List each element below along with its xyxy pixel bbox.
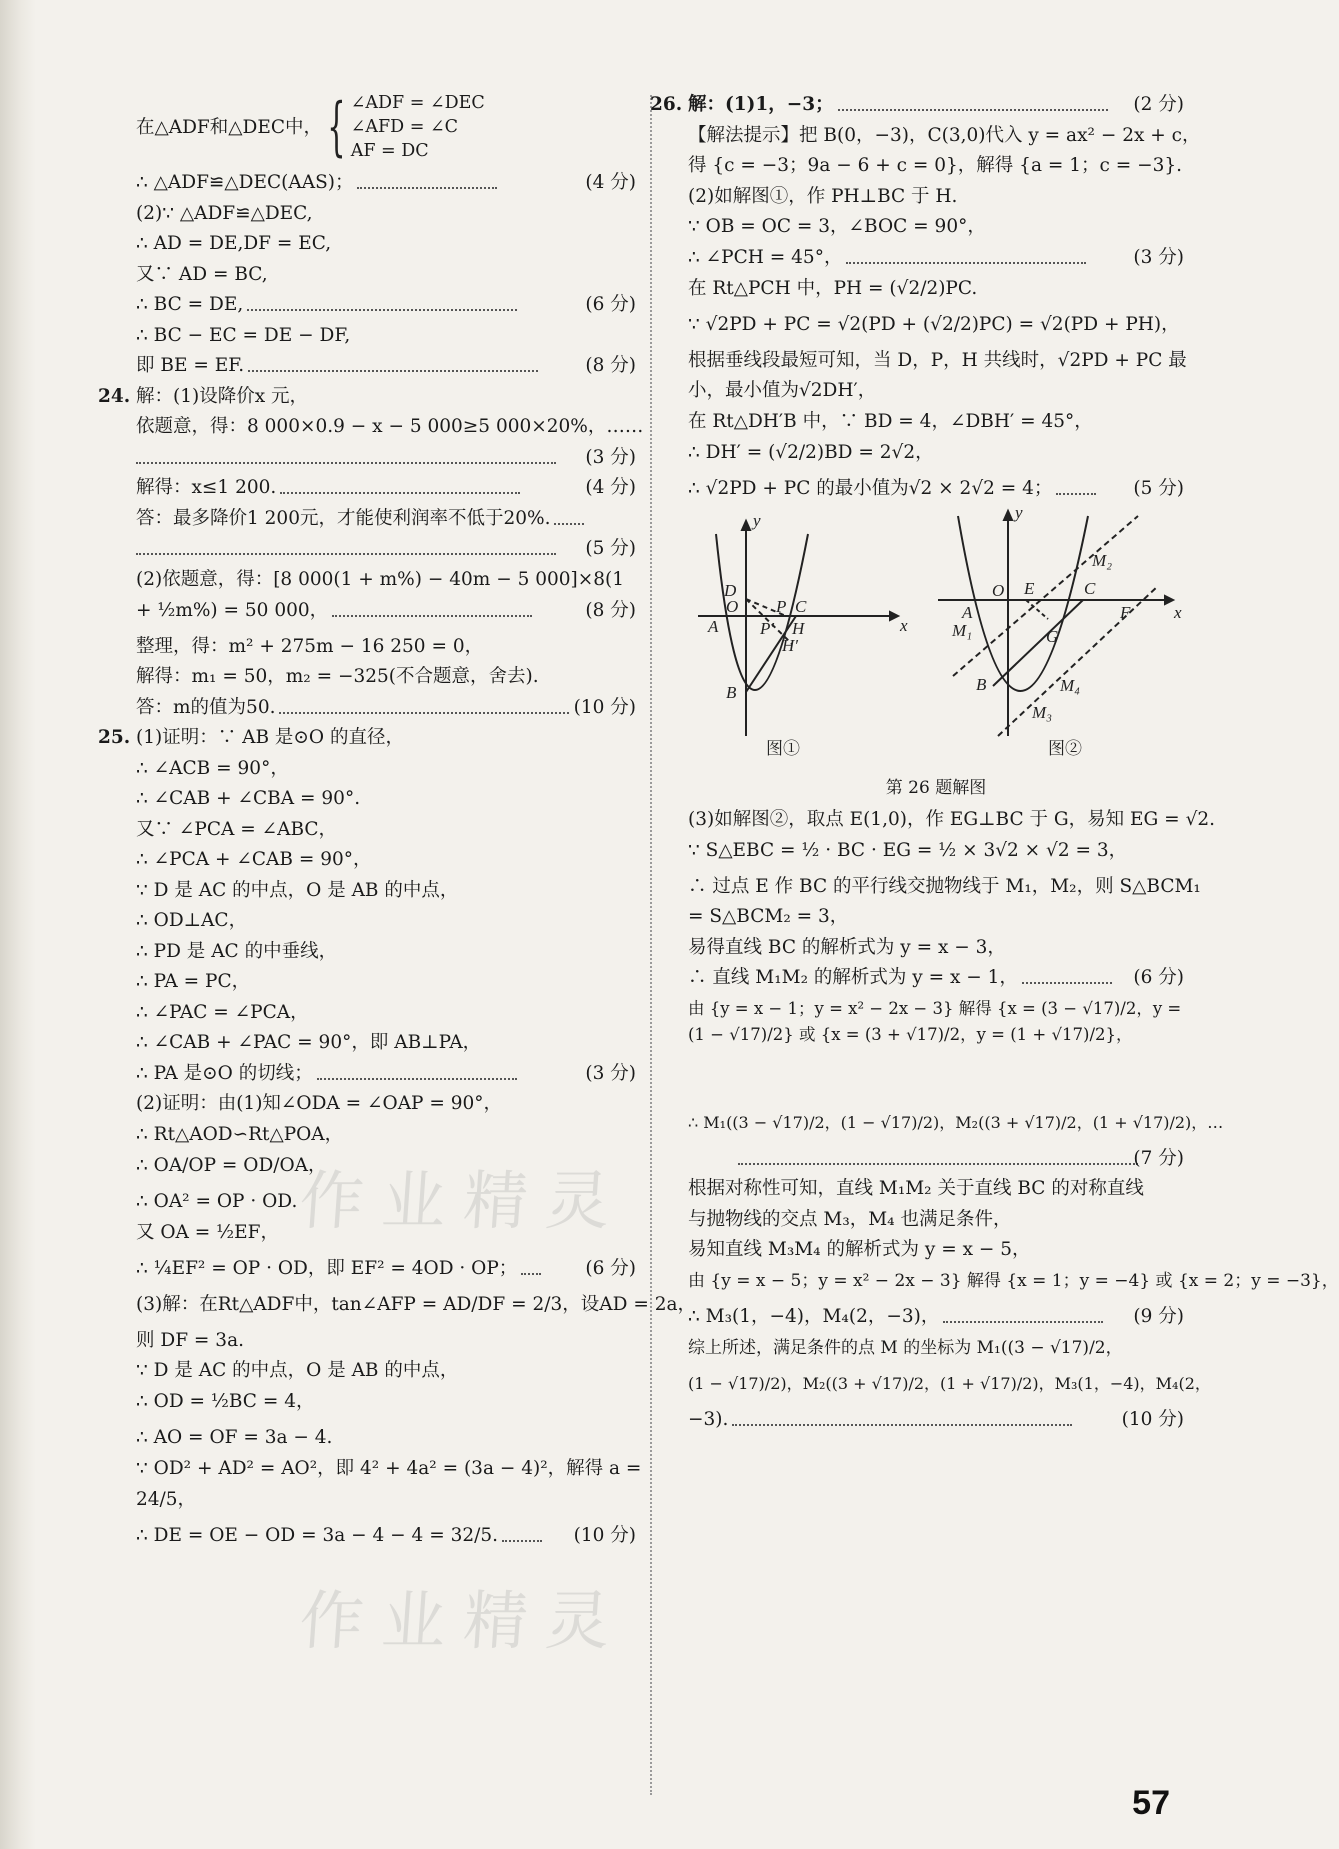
parabola-figures: [688, 503, 1184, 768]
solution-line: ∴ BC − EC = DE − DF,: [136, 324, 351, 346]
parabola: [958, 516, 1088, 691]
label-a: A: [962, 603, 973, 622]
solution-line: 根据垂线段最短可知，当 D，P，H 共线时，√2PD + PC 最: [688, 349, 1187, 371]
label-m3: M₃: [1032, 703, 1053, 722]
solution-line: 又∵ ∠PCA = ∠ABC，: [136, 818, 338, 840]
solution-line: ∴ DH′ = (√2/2)BD = 2√2，: [688, 441, 934, 463]
solution-line: ∴ ∠CAB + ∠PAC = 90°，即 AB⊥PA，: [136, 1032, 482, 1053]
label-h-prime: H′: [782, 636, 798, 655]
solution-line: ∴ ¼EF² = OP · OD，即 EF² = 4OD · OP； (6 分): [136, 1256, 636, 1282]
figure-1-caption: 图①: [766, 739, 800, 759]
solution-line: ∴ ∠ACB = 90°，: [136, 757, 289, 779]
label-x: x: [1174, 603, 1182, 622]
solution-line: ∴ M₃(1，−4)，M₄(2，−3)， (9 分): [688, 1306, 1184, 1327]
solution-line: ∵ D 是 AC 的中点，O 是 AB 的中点，: [136, 1360, 459, 1381]
solution-line: ∴ PA 是⊙O 的切线； (3 分): [136, 1062, 636, 1084]
solution-line: ∴ DE = OE − OD = 3a − 4 − 4 = 32/5. (10 分): [136, 1523, 636, 1549]
score-label: (5 分): [1133, 477, 1184, 499]
label-x: x: [900, 616, 908, 635]
solution-line: ∴ OD⊥AC，: [136, 910, 248, 931]
watermark: 作业精灵: [296, 1585, 631, 1659]
solution-line: [136, 445, 636, 470]
solution-line: ∴ ∠CAB + ∠CBA = 90°.: [136, 788, 361, 809]
solution-line: 又∵ AD = BC,: [136, 263, 268, 285]
line-m3m4: [998, 586, 1158, 736]
label-c: C: [1084, 579, 1096, 598]
watermark: 作业精灵: [296, 1165, 631, 1239]
solution-line: (2)依题意，得：[8 000(1 + m%) − 40m − 5 000]×8(1: [136, 568, 625, 590]
label-e: E: [1024, 579, 1035, 598]
column-divider: [650, 95, 652, 1795]
score-label: (10 分): [1121, 1409, 1184, 1430]
score-label: (6 分): [585, 294, 636, 315]
solution-line: 则 DF = 3a.: [136, 1329, 244, 1351]
solution-line: [688, 1146, 1184, 1171]
question-number: 24.: [98, 385, 131, 407]
solution-line: 由 {y = x − 5；y = x² − 2x − 3} 解得 {x = 1；y = −4} 或 {x = 2；y = −3}，: [688, 1271, 1339, 1291]
solution-line: ∴ AD = DE,DF = EC,: [136, 233, 332, 254]
solution-line: 与抛物线的交点 M₃，M₄ 也满足条件，: [688, 1208, 1012, 1230]
score-label: (3 分): [1133, 246, 1184, 268]
label-o: O: [992, 581, 1005, 600]
solution-line: 在 Rt△DH′B 中，∵ BD = 4，∠DBH′ = 45°，: [688, 410, 1093, 432]
solution-line: 得 {c = −3；9a − 6 + c = 0}，解得 {a = 1；c = −3}.: [688, 155, 1183, 176]
score-label: (5 分): [585, 538, 636, 559]
solution-line: 答：m的值为50. (10 分): [136, 696, 636, 718]
score-label: (6 分): [585, 1257, 636, 1279]
solution-line: [136, 536, 636, 561]
label-p: P: [776, 597, 787, 616]
solution-line: ∴ ∠PCA + ∠CAB = 90°，: [136, 849, 372, 870]
solution-line: ∴ √2PD + PC 的最小值为√2 × 2√2 = 4； (5 分): [688, 477, 1184, 499]
solution-line: ∵ D 是 AC 的中点，O 是 AB 的中点，: [136, 879, 459, 901]
label-m2: M₂: [1092, 551, 1113, 570]
solution-line: ∴ △ADF≌△DEC(AAS)； (4 分): [136, 172, 636, 193]
label-a: A: [708, 617, 719, 636]
figure-title: 第 26 题解图: [885, 778, 987, 798]
question-24: 24. 解：(1)设降价x 元，: [98, 385, 309, 407]
solution-line: 根据对称性可知，直线 M₁M₂ 关于直线 BC 的对称直线: [688, 1178, 1144, 1199]
solution-line: −3). (10 分): [688, 1409, 1184, 1430]
right-column: [650, 92, 1339, 1438]
solution-line: 由 {y = x − 1；y = x² − 2x − 3} 解得 {x = (3 − √17)/2，y = (1 − √17)/2} 或 {x = (3 + √17)/2，y = (1 + √17)/2}，: [688, 998, 1182, 1044]
score-label: (2 分): [1133, 94, 1184, 115]
brace-icon: {: [327, 90, 346, 164]
arrow-icon: [890, 612, 898, 620]
solution-line: ∴ 过点 E 作 BC 的平行线交抛物线于 M₁，M₂，则 S△BCM₁: [688, 875, 1201, 897]
solution-line: (2)∵ △ADF≌△DEC,: [136, 202, 313, 224]
solution-line: 综上所述，满足条件的点 M 的坐标为 M₁((3 − √17)/2，: [688, 1338, 1123, 1358]
equation: ∠AFD = ∠C: [350, 117, 459, 137]
question-25: 25. (1)证明：∵ AB 是⊙O 的直径，: [98, 727, 404, 748]
solution-line: ∵ OB = OC = 3，∠BOC = 90°，: [688, 216, 986, 237]
line-bc: [993, 600, 1083, 686]
score-label: (8 分): [585, 355, 636, 376]
figures: [688, 503, 1184, 768]
score-label: (3 分): [585, 1062, 636, 1084]
solution-line: 易得直线 BC 的解析式为 y = x − 3，: [688, 936, 1006, 958]
figure-2-caption: 图②: [1048, 739, 1082, 759]
solution-line: ∴ OD = ½BC = 4，: [136, 1391, 315, 1412]
score-label: (4 分): [585, 172, 636, 193]
solution-line: 24/5，: [136, 1488, 197, 1510]
figure-2: [938, 511, 1173, 736]
label-d: D: [724, 581, 737, 600]
solution-line: 解得：x≤1 200. (4 分): [136, 477, 636, 498]
label-p-prime: P′: [760, 619, 775, 638]
label-m4: M₄: [1060, 676, 1081, 695]
solution-line: (3)解：在Rt△ADF中，tan∠AFP = AD/DF = 2/3，设AD = 2a，: [136, 1293, 696, 1315]
label-g: G: [1046, 627, 1059, 646]
question-number: 25.: [98, 727, 131, 748]
label-h: H: [792, 619, 805, 638]
solution-line: ∴ PD 是 AC 的中垂线，: [136, 940, 338, 962]
solution-line: 依题意，得：8 000×0.9 − x − 5 000≥5 000×20%，……: [136, 416, 644, 437]
solution-line: 答：最多降价1 200元，才能使利润率不低于20%.: [136, 506, 636, 531]
equation-system: [351, 91, 485, 163]
label-y: y: [753, 511, 761, 530]
solution-line: ∴ OA/OP = OD/OA，: [136, 1154, 327, 1176]
label-y: y: [1015, 503, 1023, 522]
solution-line: ∴ ∠PAC = ∠PCA，: [136, 1001, 309, 1023]
solution-line: ∵ √2PD + PC = √2(PD + (√2/2)PC) = √2(PD + PH)，: [688, 313, 1180, 335]
solution-line: = S△BCM₂ = 3，: [688, 906, 849, 927]
score-label: (8 分): [585, 599, 636, 621]
congruence-conditions: [136, 92, 636, 162]
solution-line: ∴ OA² = OP · OD.: [136, 1190, 298, 1212]
solution-line: (3)如解图②，取点 E(1,0)，作 EG⊥BC 于 G，易知 EG = √2.: [688, 808, 1216, 830]
solution-line: ∴ BC = DE, (6 分): [136, 294, 636, 315]
question-26: 26. 解：(1)1，−3； (2 分): [650, 94, 1184, 115]
solution-line: ∵ OD² + AD² = AO²，即 4² + 4a² = (3a − 4)²，解得 a =: [136, 1457, 642, 1479]
score-label: (9 分): [1133, 1306, 1184, 1327]
page-edge-shadow: [0, 0, 36, 1849]
solution-line: 又 OA = ½EF，: [136, 1221, 279, 1243]
label-c: C: [795, 597, 807, 616]
solution-line: (1 − √17)/2)，M₂((3 + √17)/2，(1 + √17)/2)，M₃(1，−4)，M₄(2，: [688, 1374, 1211, 1393]
score-label: (7 分): [1133, 1147, 1184, 1169]
page-number: 57: [1132, 1784, 1170, 1822]
line-m1m2: [953, 516, 1138, 676]
solution-hint: 【解法提示】把 B(0，−3)，C(3,0)代入 y = ax² − 2x + c，: [688, 124, 1201, 146]
solution-line: 小，最小值为√2DH′，: [688, 380, 877, 401]
score-label: (6 分): [1133, 967, 1184, 988]
solution-line: (2)证明：由(1)知∠ODA = ∠OAP = 90°，: [136, 1093, 503, 1114]
score-label: (10 分): [573, 1524, 636, 1546]
arrow-icon: [1165, 596, 1173, 604]
solution-line: ∴ 直线 M₁M₂ 的解析式为 y = x − 1， (6 分): [688, 967, 1184, 988]
solution-line: 在 Rt△PCH 中，PH = (√2/2)PC.: [688, 277, 978, 299]
label-f: F: [1120, 603, 1131, 622]
solution-line: ∴ ∠PCH = 45°， (3 分): [688, 246, 1184, 268]
solution-line: ∴ Rt△AOD∽Rt△POA，: [136, 1123, 344, 1145]
label-b: B: [976, 675, 987, 694]
score-label: (4 分): [585, 477, 636, 498]
question-number: 26.: [650, 94, 683, 115]
solution-line: 即 BE = EF. (8 分): [136, 355, 636, 376]
solution-line: ∴ PA = PC，: [136, 971, 251, 992]
solution-line: + ½m%) = 50 000， (8 分): [136, 598, 636, 624]
solution-line: 整理，得：m² + 275m − 16 250 = 0，: [136, 635, 484, 657]
solution-line: (2)如解图①，作 PH⊥BC 于 H.: [688, 185, 958, 207]
congruence-intro: 在△ADF和△DEC中，: [136, 116, 322, 138]
solution-line: ∵ S△EBC = ½ · BC · EG = ½ × 3√2 × √2 = 3，: [688, 839, 1128, 861]
score-label: (3 分): [585, 446, 636, 468]
label-m1: M₁: [952, 621, 973, 640]
arrow-icon: [742, 521, 750, 530]
equation: ∠ADF = ∠DEC: [350, 93, 485, 113]
solution-line: ∴ M₁((3 − √17)/2，(1 − √17)/2)，M₂((3 + √17)/2，(1 + √17)/2)，…: [688, 1112, 1224, 1132]
solution-line: 解得：m₁ = 50，m₂ = −325(不合题意，舍去).: [136, 666, 539, 687]
solution-line: ∴ AO = OF = 3a − 4.: [136, 1427, 333, 1448]
arrow-icon: [1004, 511, 1012, 520]
equation: AF = DC: [350, 141, 429, 161]
label-o: O: [726, 597, 739, 616]
solution-line: 易知直线 M₃M₄ 的解析式为 y = x − 5，: [688, 1239, 1031, 1260]
score-label: (10 分): [573, 696, 636, 718]
label-b: B: [726, 683, 737, 702]
